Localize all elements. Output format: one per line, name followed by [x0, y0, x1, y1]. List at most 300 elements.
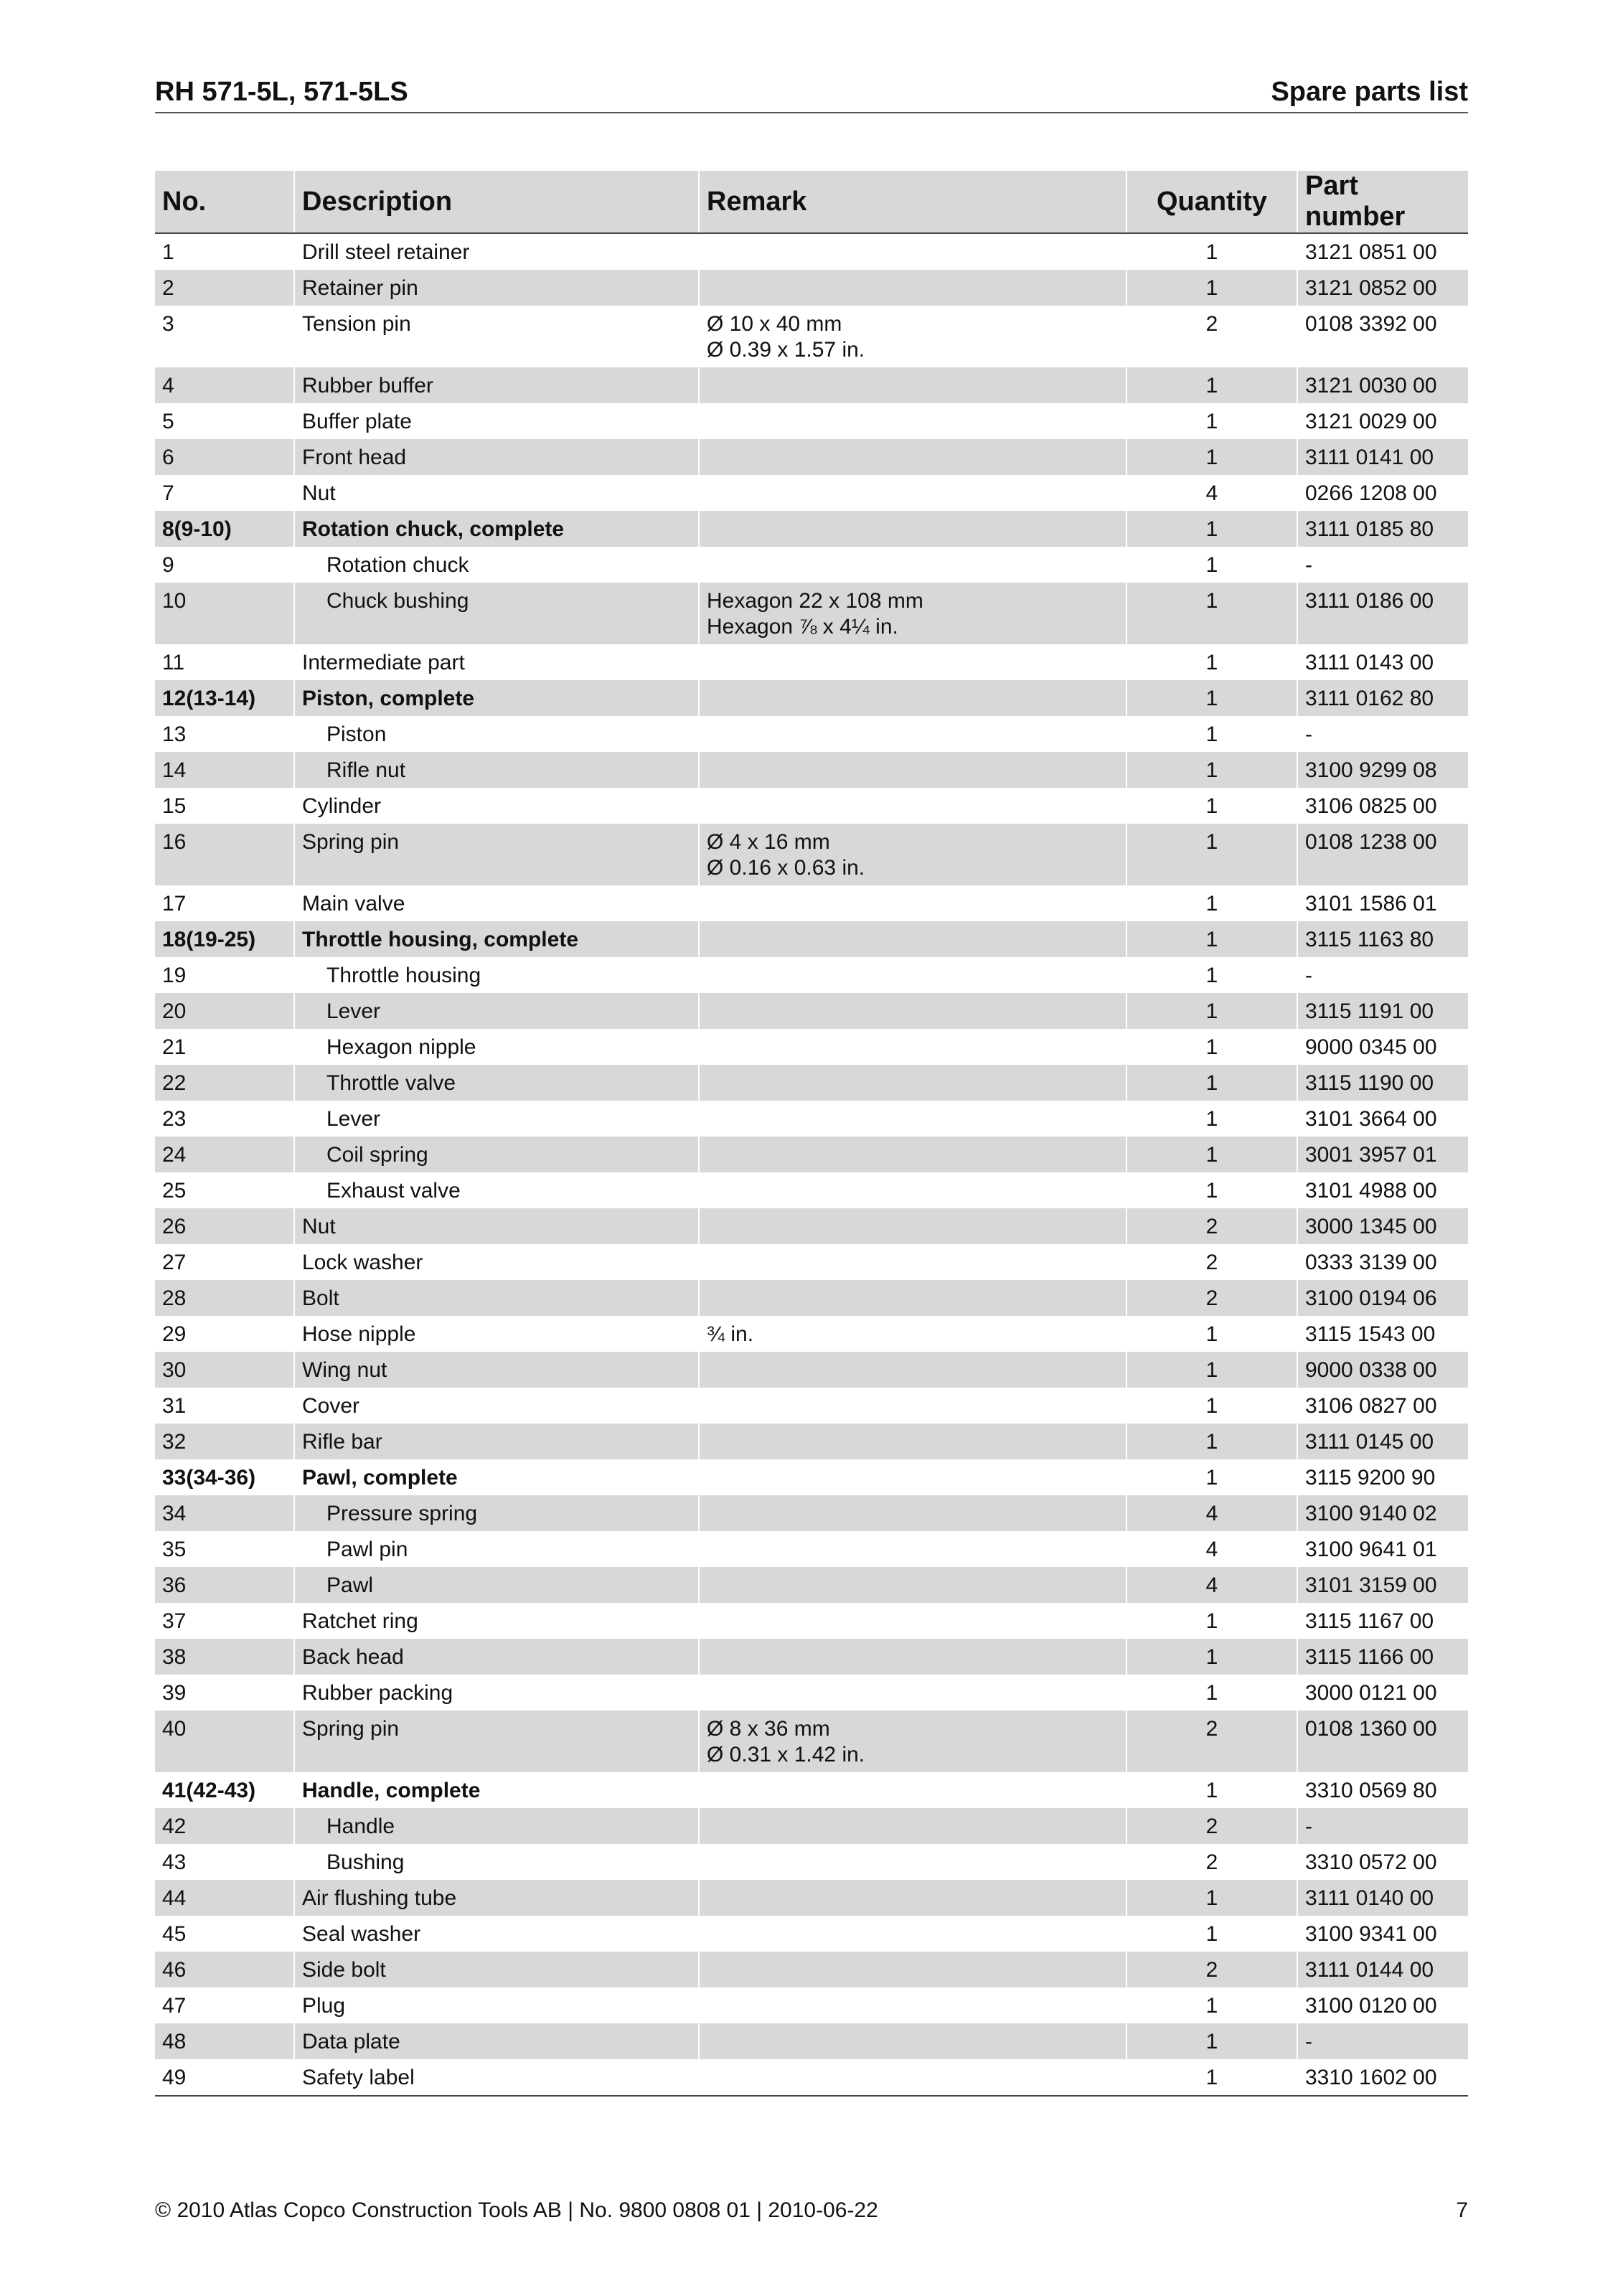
cell-part-number: 3101 1586 01: [1297, 885, 1468, 921]
table-row: [155, 885, 1468, 921]
cell-part-number: 3100 9341 00: [1297, 1916, 1468, 1952]
cell-part-number: 3000 1345 00: [1297, 1208, 1468, 1244]
cell-description: Main valve: [294, 885, 699, 921]
cell-remark: [699, 921, 1126, 957]
cell-remark: [699, 993, 1126, 1029]
cell-no: 19: [162, 964, 187, 987]
cell-remark: [699, 1172, 1126, 1208]
remark-line-imperial: Hexagon ⅞ x 4¼ in.: [707, 615, 898, 639]
cell-part-number: 9000 0338 00: [1297, 1352, 1468, 1388]
cell-no: 20: [155, 993, 294, 1029]
cell-description: Rotation chuck, complete: [294, 511, 699, 547]
cell-description: Lever: [294, 1101, 699, 1137]
cell-part-number: 3121 0030 00: [1297, 367, 1468, 403]
cell-no: 6: [155, 439, 294, 475]
cell-remark: [699, 1603, 1126, 1639]
cell-part-number: 3101 4988 00: [1297, 1172, 1468, 1208]
cell-description: Spring pin: [294, 824, 699, 885]
cell-description: Throttle housing, complete: [294, 921, 699, 957]
cell-quantity: 1: [1126, 885, 1297, 921]
remark-line-imperial: Ø 0.16 x 0.63 in.: [707, 856, 865, 880]
table-row: [155, 1987, 1468, 2023]
cell-description: Rifle bar: [294, 1424, 699, 1459]
cell-description: Pawl: [294, 1567, 699, 1603]
cell-quantity: 1: [1126, 547, 1297, 583]
cell-remark: [699, 957, 1126, 993]
table-row: [155, 1244, 1468, 1280]
table-row: [155, 1711, 1468, 1772]
cell-remark: [699, 2059, 1126, 2096]
cell-remark: [699, 1772, 1126, 1808]
cell-no: 17: [162, 892, 187, 916]
page-number: 7: [1456, 2198, 1468, 2222]
cell-quantity: 1: [1126, 1639, 1297, 1675]
table-row: [155, 1352, 1468, 1388]
cell-part-number: 3100 9641 01: [1297, 1531, 1468, 1567]
cell-quantity: 1: [1126, 921, 1297, 957]
cell-description: Hose nipple: [294, 1316, 699, 1352]
cell-remark: [699, 1952, 1126, 1987]
cell-remark: [699, 788, 1126, 824]
cell-description: Spring pin: [294, 1711, 699, 1772]
table-row: [155, 439, 1468, 475]
table-row: [155, 680, 1468, 716]
cell-quantity: 1: [1126, 1424, 1297, 1459]
table-row: [155, 403, 1468, 439]
cell-part-number: 3115 1190 00: [1297, 1065, 1468, 1101]
page-footer: [155, 2198, 1468, 2223]
cell-no: 14: [155, 752, 294, 788]
cell-no: 48: [155, 2023, 294, 2059]
table-row: [155, 1567, 1468, 1603]
cell-quantity: 1: [1126, 1459, 1297, 1495]
table-row: [155, 1772, 1468, 1808]
cell-remark: [699, 1880, 1126, 1916]
cell-description: Lock washer: [294, 1244, 699, 1280]
column-header-quantity: Quantity: [1126, 171, 1297, 233]
cell-no: 28: [155, 1280, 294, 1316]
cell-remark: [699, 824, 1126, 885]
cell-no: 9: [162, 553, 174, 577]
cell-quantity: 4: [1126, 1531, 1297, 1567]
cell-description: Seal washer: [294, 1916, 699, 1952]
spare-parts-table: [155, 171, 1468, 2097]
table-row: [155, 957, 1468, 993]
table-row: [155, 1101, 1468, 1137]
table-row: [155, 1029, 1468, 1065]
cell-no: 5: [162, 410, 174, 433]
cell-description: Tension pin: [294, 306, 699, 367]
cell-no: 41(42-43): [162, 1779, 256, 1802]
cell-remark: [699, 1459, 1126, 1495]
table-row: [155, 511, 1468, 547]
cell-remark: [699, 1916, 1126, 1952]
cell-part-number: -: [1297, 2023, 1468, 2059]
cell-part-number: 3310 0572 00: [1297, 1844, 1468, 1880]
cell-no: 39: [162, 1681, 187, 1705]
cell-quantity: 4: [1126, 475, 1297, 511]
cell-part-number: 3100 9140 02: [1297, 1495, 1468, 1531]
cell-part-number: 3111 0144 00: [1297, 1952, 1468, 1987]
cell-description: Throttle housing: [294, 957, 699, 993]
cell-no: 35: [162, 1538, 187, 1561]
table-row: [155, 1208, 1468, 1244]
cell-remark: [699, 1029, 1126, 1065]
cell-description: Front head: [294, 439, 699, 475]
cell-remark: [699, 885, 1126, 921]
column-header-description: Description: [294, 171, 699, 233]
cell-quantity: 1: [1126, 439, 1297, 475]
table-row: [155, 921, 1468, 957]
cell-description: Retainer pin: [294, 270, 699, 306]
table-row: [155, 1316, 1468, 1352]
cell-description: Coil spring: [294, 1137, 699, 1172]
table-row: [155, 2059, 1468, 2096]
cell-part-number: 3111 0141 00: [1297, 439, 1468, 475]
cell-quantity: 1: [1126, 752, 1297, 788]
cell-no: 22: [155, 1065, 294, 1101]
cell-quantity: 1: [1126, 1675, 1297, 1711]
cell-quantity: 1: [1126, 367, 1297, 403]
cell-quantity: 1: [1126, 993, 1297, 1029]
cell-no: 37: [162, 1609, 187, 1633]
cell-description: Bolt: [294, 1280, 699, 1316]
cell-part-number: 3100 0120 00: [1297, 1987, 1468, 2023]
cell-no: 26: [155, 1208, 294, 1244]
cell-quantity: 2: [1126, 1208, 1297, 1244]
cell-no: 24: [155, 1137, 294, 1172]
cell-quantity: 1: [1126, 1316, 1297, 1352]
cell-part-number: 3001 3957 01: [1297, 1137, 1468, 1172]
cell-part-number: 0266 1208 00: [1297, 475, 1468, 511]
cell-remark: [699, 403, 1126, 439]
cell-description: Nut: [294, 1208, 699, 1244]
cell-description: Pawl pin: [294, 1531, 699, 1567]
cell-no: 3: [162, 312, 174, 336]
cell-part-number: 3111 0145 00: [1297, 1424, 1468, 1459]
cell-no: 34: [155, 1495, 294, 1531]
cell-quantity: 1: [1126, 716, 1297, 752]
table-row: [155, 367, 1468, 403]
cell-no: 44: [155, 1880, 294, 1916]
column-header-part-number: Part number: [1297, 171, 1468, 233]
cell-no: 49: [155, 2059, 294, 2096]
cell-no: 42: [155, 1808, 294, 1844]
cell-quantity: 1: [1126, 957, 1297, 993]
table-row: [155, 1424, 1468, 1459]
remark-line-metric: ¾ in.: [707, 1322, 754, 1346]
cell-part-number: 3111 0186 00: [1297, 583, 1468, 644]
table-row: [155, 306, 1468, 367]
cell-no: 30: [155, 1352, 294, 1388]
cell-remark: [699, 1101, 1126, 1137]
copyright-text: © 2010 Atlas Copco Construction Tools AB | No. 9800 0808 01 | 2010-06-22: [155, 2198, 878, 2222]
cell-description: Rifle nut: [294, 752, 699, 788]
cell-remark: [699, 680, 1126, 716]
table-row: [155, 716, 1468, 752]
cell-quantity: 1: [1126, 788, 1297, 824]
cell-part-number: 3106 0825 00: [1297, 788, 1468, 824]
remark-line-imperial: Ø 0.31 x 1.42 in.: [707, 1743, 865, 1766]
table-row: [155, 1639, 1468, 1675]
remark-line-metric: Hexagon 22 x 108 mm: [707, 589, 923, 613]
cell-part-number: 3115 1191 00: [1297, 993, 1468, 1029]
table-row: [155, 270, 1468, 306]
cell-description: Chuck bushing: [294, 583, 699, 644]
cell-description: Side bolt: [294, 1952, 699, 1987]
cell-no: 18(19-25): [155, 921, 294, 957]
table-row: [155, 993, 1468, 1029]
cell-no: 16: [155, 824, 294, 885]
cell-no: 7: [162, 481, 174, 505]
cell-quantity: 1: [1126, 270, 1297, 306]
table-row: [155, 752, 1468, 788]
cell-description: Pressure spring: [294, 1495, 699, 1531]
cell-quantity: 2: [1126, 1952, 1297, 1987]
cell-remark: [699, 1844, 1126, 1880]
cell-part-number: 0333 3139 00: [1297, 1244, 1468, 1280]
cell-quantity: 1: [1126, 1029, 1297, 1065]
cell-description: Throttle valve: [294, 1065, 699, 1101]
table-row: [155, 824, 1468, 885]
cell-remark: [699, 1424, 1126, 1459]
cell-quantity: 1: [1126, 680, 1297, 716]
cell-part-number: -: [1297, 1808, 1468, 1844]
cell-description: Air flushing tube: [294, 1880, 699, 1916]
table-row: [155, 1531, 1468, 1567]
cell-part-number: 3310 0569 80: [1297, 1772, 1468, 1808]
table-row: [155, 1065, 1468, 1101]
cell-remark: [699, 1388, 1126, 1424]
cell-quantity: 1: [1126, 1101, 1297, 1137]
cell-part-number: 3111 0140 00: [1297, 1880, 1468, 1916]
table-row: [155, 233, 1468, 270]
cell-no: 21: [162, 1035, 187, 1059]
cell-quantity: 2: [1126, 306, 1297, 367]
cell-description: Cylinder: [294, 788, 699, 824]
cell-remark: [699, 752, 1126, 788]
cell-quantity: 1: [1126, 511, 1297, 547]
cell-quantity: 1: [1126, 2023, 1297, 2059]
cell-quantity: 1: [1126, 1137, 1297, 1172]
cell-no: 15: [162, 794, 187, 818]
cell-remark: [699, 475, 1126, 511]
cell-description: Lever: [294, 993, 699, 1029]
cell-description: Wing nut: [294, 1352, 699, 1388]
cell-quantity: 1: [1126, 1880, 1297, 1916]
cell-part-number: 3115 9200 90: [1297, 1459, 1468, 1495]
cell-description: Safety label: [294, 2059, 699, 2096]
cell-no: 2: [155, 270, 294, 306]
cell-description: Back head: [294, 1639, 699, 1675]
cell-part-number: 3121 0852 00: [1297, 270, 1468, 306]
cell-remark: [699, 583, 1126, 644]
cell-no: 23: [162, 1107, 187, 1131]
cell-description: Data plate: [294, 2023, 699, 2059]
cell-no: 10: [155, 583, 294, 644]
table-body: [155, 233, 1468, 2096]
cell-part-number: -: [1297, 547, 1468, 583]
cell-quantity: 4: [1126, 1567, 1297, 1603]
cell-no: 47: [162, 1994, 187, 2018]
document-title: RH 571-5L, 571-5LS: [155, 77, 408, 107]
table-row: [155, 644, 1468, 680]
cell-remark: [699, 1567, 1126, 1603]
cell-description: Intermediate part: [294, 644, 699, 680]
cell-part-number: 3121 0029 00: [1297, 403, 1468, 439]
cell-quantity: 1: [1126, 1172, 1297, 1208]
cell-quantity: 1: [1126, 233, 1297, 270]
table-row: [155, 1137, 1468, 1172]
cell-quantity: 2: [1126, 1711, 1297, 1772]
cell-quantity: 1: [1126, 1603, 1297, 1639]
cell-quantity: 1: [1126, 583, 1297, 644]
section-title: Spare parts list: [1271, 77, 1468, 107]
cell-no: 13: [162, 723, 187, 746]
cell-remark: [699, 1987, 1126, 2023]
cell-quantity: 1: [1126, 1352, 1297, 1388]
cell-quantity: 1: [1126, 1987, 1297, 2023]
cell-part-number: 0108 1360 00: [1297, 1711, 1468, 1772]
cell-description: Buffer plate: [294, 403, 699, 439]
table-row: [155, 1675, 1468, 1711]
table-row: [155, 1459, 1468, 1495]
cell-description: Rubber buffer: [294, 367, 699, 403]
cell-part-number: 3111 0143 00: [1297, 644, 1468, 680]
cell-remark: [699, 1495, 1126, 1531]
cell-part-number: 3106 0827 00: [1297, 1388, 1468, 1424]
table-row: [155, 1808, 1468, 1844]
cell-part-number: 0108 3392 00: [1297, 306, 1468, 367]
cell-description: Ratchet ring: [294, 1603, 699, 1639]
remark-line-metric: Ø 8 x 36 mm: [707, 1717, 830, 1741]
cell-part-number: 3101 3159 00: [1297, 1567, 1468, 1603]
table-row: [155, 547, 1468, 583]
cell-description: Drill steel retainer: [294, 233, 699, 270]
cell-description: Rotation chuck: [294, 547, 699, 583]
remark-line-imperial: Ø 0.39 x 1.57 in.: [707, 338, 865, 362]
cell-remark: [699, 1137, 1126, 1172]
cell-quantity: 1: [1126, 2059, 1297, 2096]
cell-part-number: 3310 1602 00: [1297, 2059, 1468, 2096]
cell-description: Nut: [294, 475, 699, 511]
cell-no: 38: [155, 1639, 294, 1675]
cell-remark: [699, 306, 1126, 367]
cell-description: Bushing: [294, 1844, 699, 1880]
cell-remark: [699, 547, 1126, 583]
cell-part-number: -: [1297, 716, 1468, 752]
cell-part-number: 9000 0345 00: [1297, 1029, 1468, 1065]
table-row: [155, 1844, 1468, 1880]
table-row: [155, 1880, 1468, 1916]
cell-description: Piston: [294, 716, 699, 752]
cell-quantity: 1: [1126, 403, 1297, 439]
page-header: [155, 73, 1468, 113]
remark-line-metric: Ø 10 x 40 mm: [707, 312, 842, 336]
cell-remark: [699, 367, 1126, 403]
cell-quantity: 2: [1126, 1280, 1297, 1316]
cell-part-number: 3115 1543 00: [1297, 1316, 1468, 1352]
cell-description: Handle, complete: [294, 1772, 699, 1808]
cell-quantity: 4: [1126, 1495, 1297, 1531]
cell-no: 29: [162, 1322, 187, 1346]
cell-quantity: 2: [1126, 1844, 1297, 1880]
cell-no: 40: [155, 1711, 294, 1772]
cell-no: 12(13-14): [155, 680, 294, 716]
cell-remark: [699, 1316, 1126, 1352]
cell-part-number: 3100 9299 08: [1297, 752, 1468, 788]
cell-remark: [699, 1065, 1126, 1101]
table-row: [155, 583, 1468, 644]
table-row: [155, 475, 1468, 511]
table-row: [155, 2023, 1468, 2059]
cell-no: 8(9-10): [155, 511, 294, 547]
cell-no: 4: [155, 367, 294, 403]
cell-remark: [699, 233, 1126, 270]
cell-part-number: 3000 0121 00: [1297, 1675, 1468, 1711]
cell-remark: [699, 1208, 1126, 1244]
cell-part-number: -: [1297, 957, 1468, 993]
cell-part-number: 0108 1238 00: [1297, 824, 1468, 885]
cell-remark: [699, 1639, 1126, 1675]
cell-remark: [699, 1244, 1126, 1280]
cell-quantity: 1: [1126, 1388, 1297, 1424]
cell-no: 31: [162, 1394, 187, 1418]
cell-quantity: 2: [1126, 1244, 1297, 1280]
cell-no: 46: [155, 1952, 294, 1987]
cell-no: 32: [155, 1424, 294, 1459]
table-row: [155, 1495, 1468, 1531]
remark-line-metric: Ø 4 x 16 mm: [707, 830, 830, 854]
cell-part-number: 3115 1166 00: [1297, 1639, 1468, 1675]
cell-description: Rubber packing: [294, 1675, 699, 1711]
cell-quantity: 1: [1126, 824, 1297, 885]
table-row: [155, 1952, 1468, 1987]
cell-description: Hexagon nipple: [294, 1029, 699, 1065]
cell-no: 1: [162, 240, 174, 264]
cell-quantity: 1: [1126, 1065, 1297, 1101]
cell-remark: [699, 439, 1126, 475]
cell-description: Cover: [294, 1388, 699, 1424]
cell-quantity: 1: [1126, 1772, 1297, 1808]
table-row: [155, 1280, 1468, 1316]
cell-no: 33(34-36): [162, 1466, 256, 1490]
table-row: [155, 1172, 1468, 1208]
table-row: [155, 1603, 1468, 1639]
cell-part-number: 3100 0194 06: [1297, 1280, 1468, 1316]
cell-remark: [699, 270, 1126, 306]
cell-description: Plug: [294, 1987, 699, 2023]
cell-remark: [699, 1280, 1126, 1316]
cell-no: 45: [162, 1922, 187, 1946]
cell-quantity: 1: [1126, 1916, 1297, 1952]
cell-remark: [699, 1711, 1126, 1772]
cell-remark: [699, 1675, 1126, 1711]
cell-part-number: 3115 1163 80: [1297, 921, 1468, 957]
table-header-row: [155, 171, 1468, 233]
cell-remark: [699, 1531, 1126, 1567]
cell-description: Piston, complete: [294, 680, 699, 716]
cell-no: 36: [155, 1567, 294, 1603]
table-row: [155, 1388, 1468, 1424]
cell-no: 25: [162, 1179, 187, 1203]
cell-description: Handle: [294, 1808, 699, 1844]
cell-remark: [699, 511, 1126, 547]
column-header-remark: Remark: [699, 171, 1126, 233]
cell-quantity: 2: [1126, 1808, 1297, 1844]
cell-no: 43: [162, 1850, 187, 1874]
cell-remark: [699, 1352, 1126, 1388]
